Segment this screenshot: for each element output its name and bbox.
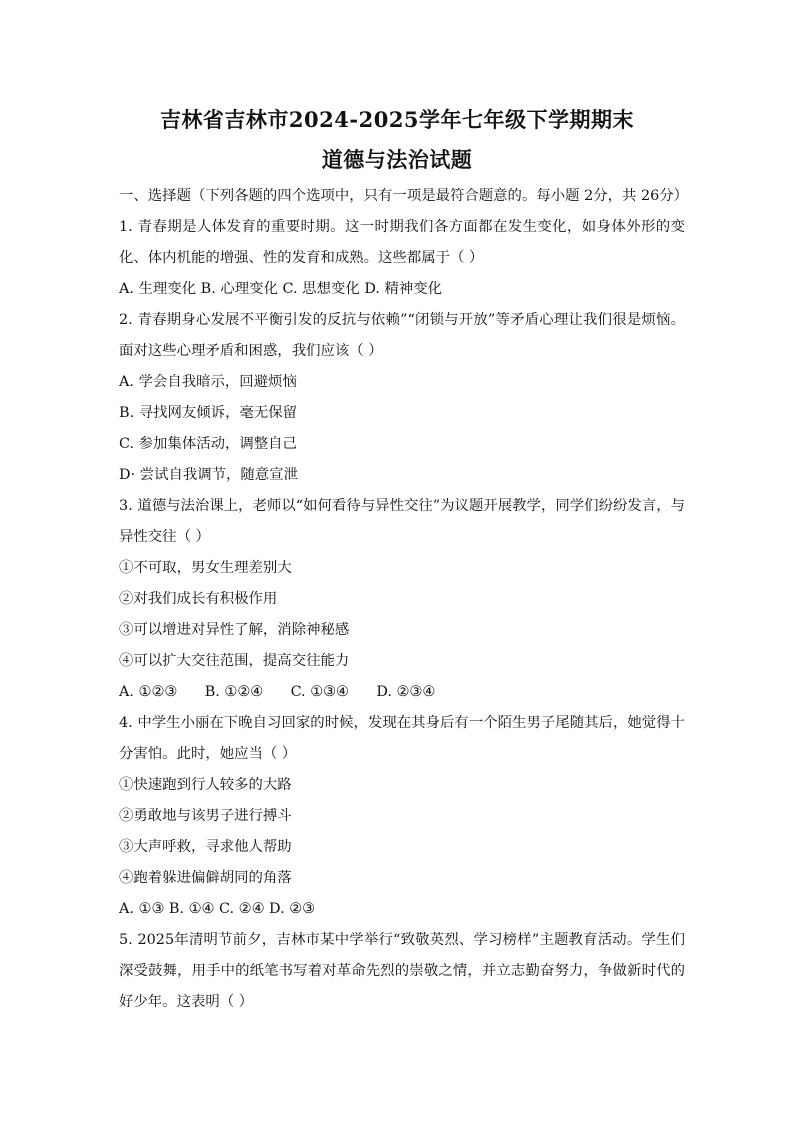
section-heading: 一、选择题（下列各题的四个选项中，只有一项是最符合题意的。每小题 2分，共 26分）	[119, 188, 689, 204]
question-4-options: A. ①③ B. ①④ C. ②④ D. ②③	[119, 901, 316, 917]
exam-content	[119, 181, 689, 1018]
question-4-item-1: ①快速跑到行人较多的大路	[119, 777, 292, 793]
question-4-item-3: ③大声呼救，寻求他人帮助	[119, 839, 292, 855]
question-4-item-4: ④跑着躲进偏僻胡同的角落	[119, 870, 292, 886]
question-2-option-a: A. 学会自我暗示，回避烦恼	[119, 374, 297, 390]
question-4-item-2: ②勇敢地与该男子进行搏斗	[119, 808, 292, 824]
question-1-options: A. 生理变化 B. 心理变化 C. 思想变化 D. 精神变化	[119, 281, 443, 297]
question-2-stem: 2. 青春期身心发展不平衡引发的反抗与依赖”“闭锁与开放”等矛盾心理让我们很是烦恼。面对这些心理矛盾和困惑，我们应该（ ）	[119, 312, 685, 359]
question-5-stem: 5. 2025年清明节前夕，吉林市某中学举行“致敬英烈、学习榜样”主题教育活动。学生们深受鼓舞，用手中的纸笔书写着对革命先烈的崇敬之情，并立志勤奋努力，争做新时代的好少年。这表明（ ）	[119, 932, 685, 1010]
question-3-item-2: ②对我们成长有积极作用	[119, 591, 278, 607]
question-3-item-3: ③可以增进对异性了解，消除神秘感	[119, 622, 350, 638]
question-3-item-1: ①不可取，男女生理差别大	[119, 560, 292, 576]
question-4-stem: 4. 中学生小丽在下晚自习回家的时候，发现在其身后有一个陌生男子尾随其后，她觉得十分害怕。此时，她应当（ ）	[119, 715, 685, 762]
question-3-item-4: ④可以扩大交往范围，提高交往能力	[119, 653, 350, 669]
question-1-stem: 1. 青春期是人体发育的重要时期。这一时期我们各方面都在发生变化，如身体外形的变化、体内机能的增强、性的发育和成熟。这些都属于（ ）	[119, 219, 685, 266]
exam-subtitle: 道德与法治试题	[321, 147, 473, 172]
question-2-option-d: D· 尝试自我调节，随意宣泄	[119, 467, 298, 483]
question-2-option-c: C. 参加集体活动，调整自己	[119, 436, 297, 452]
question-3-options: A. ①②③ B. ①②④ C. ①③④ D. ②③④	[119, 684, 436, 700]
exam-title: 吉林省吉林市2024-2025学年七年级下学期期末	[159, 107, 635, 132]
question-3-stem: 3. 道德与法治课上，老师以“如何看待与异性交往”为议题开展教学，同学们纷纷发言，与异性交往（ ）	[119, 498, 685, 545]
question-2-option-b: B. 寻找网友倾诉，毫无保留	[119, 405, 298, 421]
